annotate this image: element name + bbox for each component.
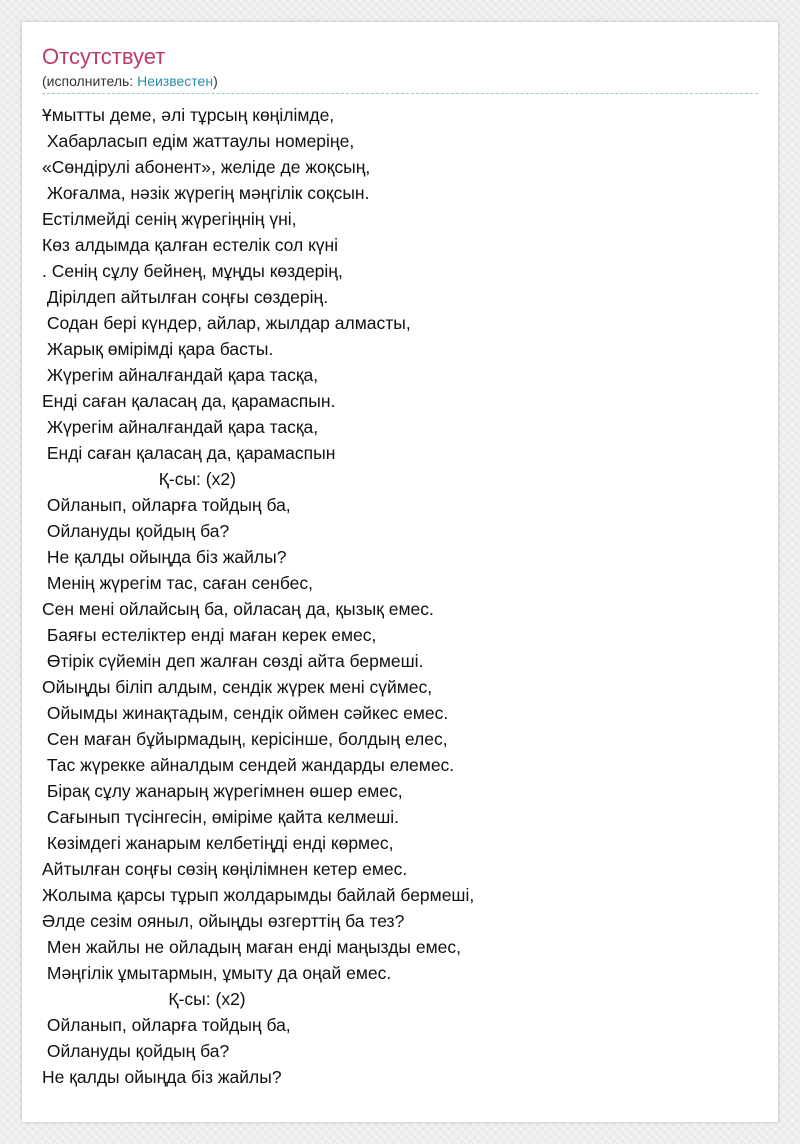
artist-link[interactable]: Неизвестен <box>137 73 214 89</box>
lyric-line: Қ-сы: (x2) <box>42 989 246 1009</box>
lyric-line: Айтылған соңғы сөзің көңілімнен кетер емес. <box>42 859 408 879</box>
artist-suffix: ) <box>213 73 218 89</box>
lyric-line: Сен маған бұйырмадың, керісінше, болдың елес, <box>42 729 448 749</box>
lyric-line: Бірақ сұлу жанарың жүрегімнен өшер емес, <box>42 781 403 801</box>
lyric-line: Жарық өмірімді қара басты. <box>42 339 274 359</box>
lyric-line: Сен мені ойлайсың ба, ойласаң да, қызық емес. <box>42 599 434 619</box>
lyric-line: Ойыңды біліп алдым, сендік жүрек мені сүймес, <box>42 677 433 697</box>
lyric-line: Ойланып, ойларға тойдың ба, <box>42 495 291 515</box>
lyrics-card <box>22 22 778 1122</box>
lyric-line: Көз алдымда қалған естелік сол күні <box>42 235 339 255</box>
lyric-line: . Сенің сұлу бейнең, мұңды көздерің, <box>42 261 343 281</box>
lyric-line: Не қалды ойыңда біз жайлы? <box>42 547 287 567</box>
lyrics-text <box>42 102 758 1090</box>
lyric-line: Енді саған қаласаң да, қарамаспын <box>42 443 336 463</box>
artist-prefix: (исполнитель: <box>42 73 138 89</box>
dashed-divider <box>42 93 758 94</box>
lyric-line: Баяғы естеліктер енді маған керек емес, <box>42 625 377 645</box>
artist-meta <box>42 73 218 89</box>
lyric-line: Не қалды ойыңда біз жайлы? <box>42 1067 282 1087</box>
lyric-line: Мен жайлы не ойладың маған енді маңызды емес, <box>42 937 461 957</box>
song-title: Отсутствует <box>42 44 166 69</box>
lyric-line: Тас жүрекке айналдым сендей жандарды елемес. <box>42 755 455 775</box>
lyric-line: Ойлануды қойдың ба? <box>42 1041 230 1061</box>
lyric-line: Әлде сезім ояныл, ойыңды өзгерттің ба тез? <box>42 911 405 931</box>
lyric-line: Хабарласып едім жаттаулы номеріңе, <box>42 131 355 151</box>
lyric-line: Мәңгілік ұмытармын, ұмыту да оңай емес. <box>42 963 392 983</box>
lyric-line: Енді саған қаласаң да, қарамаспын. <box>42 391 336 411</box>
lyric-line: Жүрегім айналғандай қара тасқа, <box>42 365 319 385</box>
lyric-line: Содан бері күндер, айлар, жылдар алмасты, <box>42 313 411 333</box>
lyric-line: Жолыма қарсы тұрып жолдарымды байлай бермеші, <box>42 885 475 905</box>
lyric-line: Естілмейді сенің жүрегіңнің үні, <box>42 209 297 229</box>
lyric-line: Дірілдеп айтылған соңғы сөздерің. <box>42 287 329 307</box>
lyric-line: Ұмытты деме, әлі тұрсың көңілімде, <box>42 105 335 125</box>
lyric-line: Жүрегім айналғандай қара тасқа, <box>42 417 319 437</box>
lyric-line: «Сөндірулі абонент», желіде де жоқсың, <box>42 157 371 177</box>
lyric-line: Ойлануды қойдың ба? <box>42 521 230 541</box>
lyric-line: Ойланып, ойларға тойдың ба, <box>42 1015 291 1035</box>
lyric-line: Өтірік сүйемін деп жалған сөзді айта бермеші. <box>42 651 424 671</box>
lyric-line: Ойымды жинақтадым, сендік оймен сәйкес емес. <box>42 703 449 723</box>
lyric-line: Жоғалма, нәзік жүрегің мәңгілік соқсын. <box>42 183 370 203</box>
lyric-line: Қ-сы: (x2) <box>42 469 236 489</box>
lyric-line: Сағынып түсінгесін, өміріме қайта келмеші. <box>42 807 400 827</box>
lyric-line: Көзімдегі жанарым келбетіңді енді көрмес, <box>42 833 394 853</box>
lyric-line: Менің жүрегім тас, саған сенбес, <box>42 573 314 593</box>
